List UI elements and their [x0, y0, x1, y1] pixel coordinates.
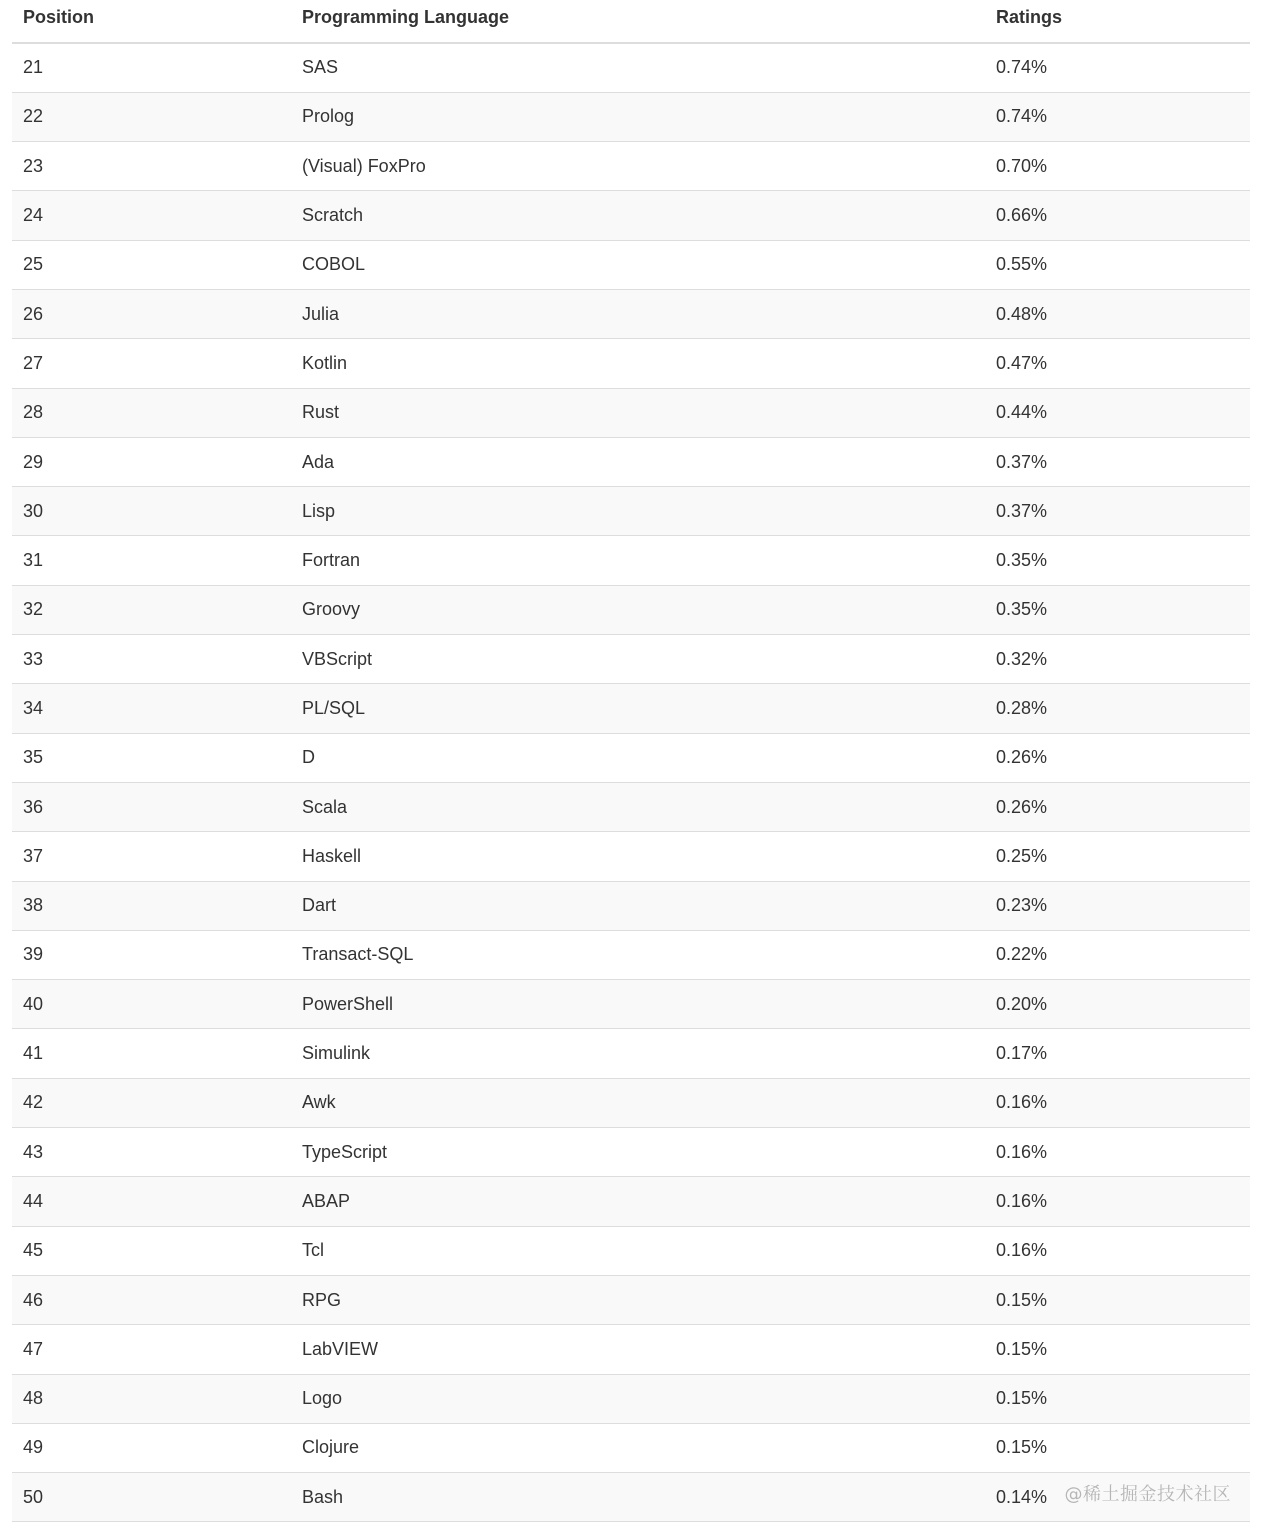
table-row [12, 930, 1250, 979]
table-row [12, 1374, 1250, 1423]
language-header: Programming Language [291, 0, 985, 43]
rating-cell: 0.25% [996, 845, 1048, 866]
table-row [12, 1177, 1250, 1226]
rating-cell: 0.16% [996, 1141, 1048, 1162]
language-cell: Scratch [302, 205, 364, 226]
language-cell: Lisp [302, 500, 336, 521]
rating-cell: 0.55% [996, 254, 1048, 275]
rating-cell: 0.15% [996, 1289, 1048, 1310]
rating-cell: 0.17% [996, 1043, 1048, 1064]
table-row [12, 92, 1250, 141]
language-cell: RPG [302, 1289, 342, 1310]
table-row [12, 684, 1250, 733]
rating-cell: 0.26% [996, 796, 1048, 817]
language-cell: Scala [302, 796, 348, 817]
position-cell: 27 [23, 352, 44, 373]
rating-cell: 0.20% [996, 993, 1048, 1014]
language-cell: Bash [302, 1486, 344, 1507]
rating-cell: 0.48% [996, 303, 1048, 324]
position-cell: 46 [23, 1289, 44, 1310]
position-cell: 44 [23, 1190, 44, 1211]
rating-cell: 0.37% [996, 500, 1048, 521]
table-header [12, 0, 1250, 43]
rating-cell: 0.37% [996, 451, 1048, 472]
language-cell: ABAP [302, 1190, 351, 1211]
language-cell: Tcl [302, 1240, 324, 1261]
position-cell: 37 [23, 845, 44, 866]
rating-cell: 0.15% [996, 1437, 1048, 1458]
table-row [12, 1226, 1250, 1275]
table-body [12, 43, 1250, 1522]
rating-cell: 0.22% [996, 944, 1048, 965]
language-cell: Haskell [302, 845, 362, 866]
position-cell: 30 [23, 500, 44, 521]
rating-cell: 0.16% [996, 1190, 1048, 1211]
language-cell: Transact-SQL [302, 944, 414, 965]
language-cell: PL/SQL [302, 698, 366, 718]
table-row [12, 1128, 1250, 1177]
table-row [12, 1029, 1250, 1078]
language-cell: Kotlin [302, 352, 348, 373]
position-cell: 23 [23, 155, 44, 176]
position-cell: 42 [23, 1092, 44, 1113]
rating-cell: 0.16% [996, 1092, 1048, 1113]
language-cell: VBScript [302, 648, 373, 669]
position-cell: 26 [23, 303, 44, 324]
rating-cell: 0.28% [996, 698, 1048, 718]
position-cell: 21 [23, 57, 44, 78]
table-row [12, 980, 1250, 1029]
language-cell: D [302, 747, 315, 768]
position-cell: 45 [23, 1240, 44, 1261]
rating-cell: 0.74% [996, 57, 1048, 78]
language-cell: Logo [302, 1388, 343, 1409]
position-cell: 47 [23, 1338, 44, 1359]
table-row [12, 832, 1250, 881]
position-cell: 40 [23, 993, 44, 1014]
language-cell: COBOL [302, 254, 366, 275]
ratings-header: Ratings [985, 0, 1250, 43]
language-cell: Awk [302, 1092, 336, 1113]
table-row [12, 1078, 1250, 1127]
rating-cell: 0.14% [996, 1486, 1048, 1507]
position-cell: 24 [23, 205, 44, 226]
rating-cell: 0.23% [996, 895, 1048, 916]
watermark: @稀土掘金技术社区 [1064, 1484, 1231, 1505]
language-cell: Julia [302, 303, 340, 324]
position-cell: 39 [23, 944, 44, 965]
position-cell: 35 [23, 747, 44, 768]
table-row [12, 782, 1250, 831]
language-ranking-table [12, 0, 1250, 1522]
position-cell: 25 [23, 254, 44, 275]
rating-cell: 0.26% [996, 747, 1048, 768]
table-row [12, 585, 1250, 634]
language-cell: Rust [302, 402, 340, 423]
language-cell: Simulink [302, 1043, 371, 1064]
rating-cell: 0.74% [996, 106, 1048, 127]
language-cell: Ada [302, 451, 335, 472]
position-cell: 36 [23, 796, 44, 817]
position-cell: 50 [23, 1486, 44, 1507]
table-row [12, 43, 1250, 92]
rating-cell: 0.35% [996, 550, 1048, 571]
position-cell: 31 [23, 550, 44, 571]
position-cell: 41 [23, 1043, 44, 1064]
position-cell: 49 [23, 1437, 44, 1458]
language-cell: Prolog [302, 106, 355, 127]
language-cell: SAS [302, 57, 339, 78]
language-cell: TypeScript [302, 1141, 388, 1162]
position-cell: 48 [23, 1388, 44, 1409]
table-row [12, 1423, 1250, 1472]
rating-cell: 0.15% [996, 1388, 1048, 1409]
position-cell: 28 [23, 402, 44, 423]
rating-cell: 0.32% [996, 648, 1048, 669]
rating-cell: 0.35% [996, 599, 1048, 620]
header-row [12, 0, 1250, 43]
language-cell: Clojure [302, 1437, 360, 1458]
position-header: Position [12, 0, 291, 43]
language-cell: Fortran [302, 550, 361, 571]
table-row [12, 881, 1250, 930]
position-cell: 34 [23, 698, 44, 718]
rating-cell: 0.47% [996, 352, 1048, 373]
table-row [12, 487, 1250, 536]
rating-cell: 0.16% [996, 1240, 1048, 1261]
table-row [12, 733, 1250, 782]
table-row [12, 289, 1250, 338]
table-row [12, 339, 1250, 388]
rating-cell: 0.15% [996, 1338, 1048, 1359]
position-cell: 43 [23, 1141, 44, 1162]
table-row [12, 142, 1250, 191]
position-cell: 32 [23, 599, 44, 620]
table-row [12, 388, 1250, 437]
table-row [12, 240, 1250, 289]
table-row [12, 1275, 1250, 1324]
table-row [12, 635, 1250, 684]
language-cell: PowerShell [302, 993, 394, 1014]
table-row [12, 536, 1250, 585]
table-row [12, 191, 1250, 240]
language-cell: Groovy [302, 599, 361, 620]
rating-cell: 0.70% [996, 155, 1048, 176]
table-row [12, 437, 1250, 486]
language-cell: Dart [302, 895, 337, 916]
table-row [12, 1325, 1250, 1374]
position-cell: 22 [23, 106, 44, 127]
position-cell: 29 [23, 451, 44, 472]
rating-cell: 0.44% [996, 402, 1048, 423]
language-cell: (Visual) FoxPro [302, 155, 426, 176]
language-cell: LabVIEW [302, 1338, 379, 1359]
rating-cell: 0.66% [996, 205, 1048, 226]
position-cell: 38 [23, 895, 44, 916]
position-cell: 33 [23, 648, 44, 669]
